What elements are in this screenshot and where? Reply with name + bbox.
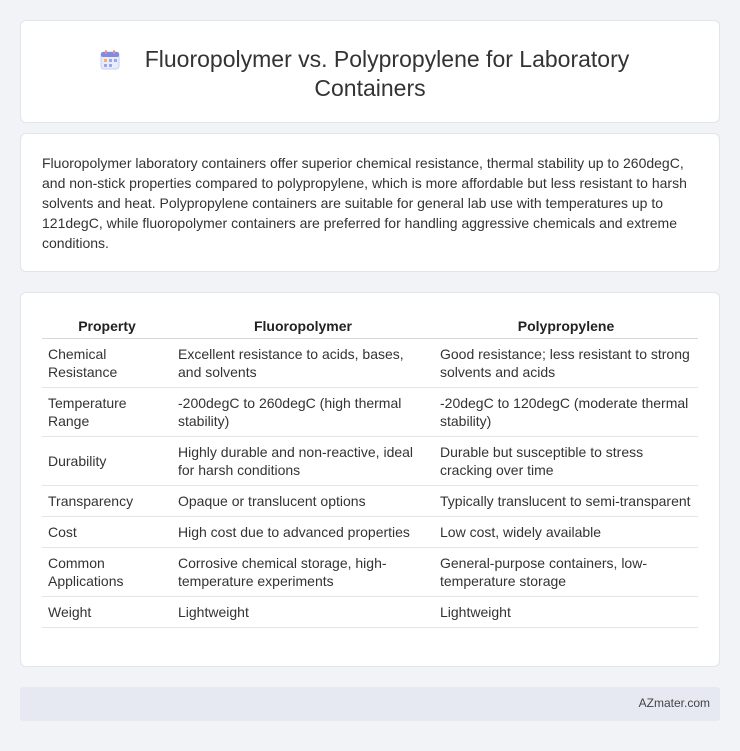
- cell-fluoropolymer: Corrosive chemical storage, high-temperature experiments: [172, 547, 434, 596]
- footer-brand[interactable]: AZmater.com: [638, 696, 710, 710]
- cell-property: Cost: [42, 516, 172, 547]
- cell-polypropylene: Typically translucent to semi-transparent: [434, 485, 698, 516]
- header-polypropylene: Polypropylene: [434, 316, 698, 338]
- cell-fluoropolymer: Excellent resistance to acids, bases, and solvents: [172, 338, 434, 387]
- cell-property: Transparency: [42, 485, 172, 516]
- table-row: [42, 338, 698, 387]
- cell-property: Weight: [42, 596, 172, 627]
- cell-polypropylene: Low cost, widely available: [434, 516, 698, 547]
- table-row: [42, 436, 698, 485]
- cell-property: Temperature Range: [42, 387, 172, 436]
- page-title-line2: Containers: [314, 75, 426, 101]
- footer-bar: [20, 687, 720, 721]
- table-row: [42, 596, 698, 627]
- summary-text: Fluoropolymer laboratory containers offer superior chemical resistance, thermal stability up to 260degC, and non-stick properties compared to polypropylene, which is more affordable but less resistant to harsh solvents and heat. Polypropylene containers are suitable for general lab use with temperatures up to 121degC, while fluoropolymer containers are preferred for handling aggressive chemicals and extreme conditions.: [42, 155, 687, 251]
- cell-polypropylene: General-purpose containers, low-temperature storage: [434, 547, 698, 596]
- cell-fluoropolymer: High cost due to advanced properties: [172, 516, 434, 547]
- cell-fluoropolymer: Lightweight: [172, 596, 434, 627]
- title-card: [20, 20, 720, 123]
- cell-fluoropolymer: -200degC to 260degC (high thermal stability): [172, 387, 434, 436]
- table-row: [42, 547, 698, 596]
- table-row: [42, 516, 698, 547]
- table-row: [42, 387, 698, 436]
- cell-fluoropolymer: Opaque or translucent options: [172, 485, 434, 516]
- cell-property: Common Applications: [42, 547, 172, 596]
- header-property: Property: [42, 316, 172, 338]
- page-title: [21, 45, 719, 103]
- cell-fluoropolymer: Highly durable and non-reactive, ideal for harsh conditions: [172, 436, 434, 485]
- cell-polypropylene: Durable but susceptible to stress cracking over time: [434, 436, 698, 485]
- comparison-table: [42, 316, 698, 628]
- table-header-row: [42, 316, 698, 338]
- summary-card: [20, 133, 720, 272]
- cell-polypropylene: Lightweight: [434, 596, 698, 627]
- cell-property: Durability: [42, 436, 172, 485]
- page-title-line1: Fluoropolymer vs. Polypropylene for Laboratory: [144, 46, 630, 72]
- cell-polypropylene: Good resistance; less resistant to strong solvents and acids: [434, 338, 698, 387]
- header-fluoropolymer: Fluoropolymer: [172, 316, 434, 338]
- cell-polypropylene: -20degC to 120degC (moderate thermal stability): [434, 387, 698, 436]
- table-row: [42, 485, 698, 516]
- comparison-card: [20, 292, 720, 667]
- cell-property: Chemical Resistance: [42, 338, 172, 387]
